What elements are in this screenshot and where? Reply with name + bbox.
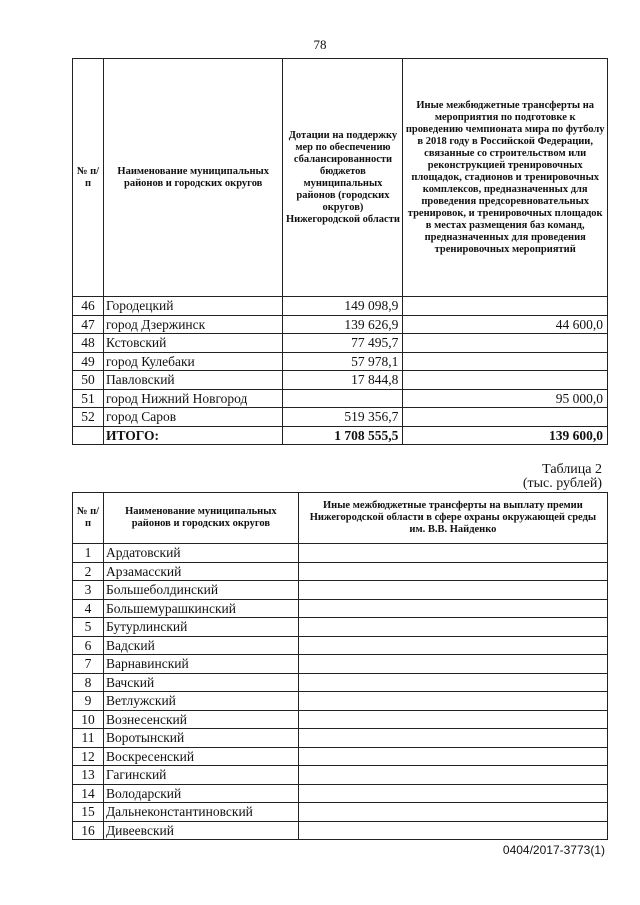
table-row [73,352,608,371]
table-row [73,562,608,581]
row-name: город Дзержинск [103,315,283,334]
row-value [298,821,607,840]
total-dotations: 1 708 555,5 [283,426,403,445]
table-row [73,747,608,766]
table-row [73,710,608,729]
table-row [73,297,608,316]
row-value [298,562,607,581]
row-number: 5 [73,618,104,637]
row-name: Воротынский [103,729,298,748]
row-name: Дивеевский [103,821,298,840]
table-row [73,315,608,334]
row-value [298,729,607,748]
row-name: Вадский [103,636,298,655]
row-name: Бутурлинский [103,618,298,637]
document-code: 0404/2017-3773(1) [502,843,605,857]
row-name: Кстовский [103,334,283,353]
table2-units: (тыс. рублей) [522,476,602,491]
table-row [73,636,608,655]
row-value [298,784,607,803]
row-value [298,673,607,692]
row-dotation-value: 139 626,9 [283,315,403,334]
row-name: Гагинский [103,766,298,785]
table-row [73,784,608,803]
row-transfer-value [403,371,608,390]
row-transfer-value [403,297,608,316]
row-value [298,581,607,600]
table-row [73,821,608,840]
row-dotation-value: 57 978,1 [283,352,403,371]
row-name: Володарский [103,784,298,803]
row-number: 49 [73,352,104,371]
row-number: 4 [73,599,104,618]
table-row [73,544,608,563]
total-transfers: 139 600,0 [403,426,608,445]
row-number: 13 [73,766,104,785]
row-value [298,692,607,711]
row-name: Большемурашкинский [103,599,298,618]
table-row [73,673,608,692]
table-row [73,692,608,711]
row-number: 2 [73,562,104,581]
row-number: 16 [73,821,104,840]
row-number: 10 [73,710,104,729]
row-dotation-value: 519 356,7 [283,408,403,427]
row-number: 9 [73,692,104,711]
row-name: Городецкий [103,297,283,316]
table-row [73,766,608,785]
table2-title: Таблица 2 [542,462,602,477]
row-number: 14 [73,784,104,803]
row-number: 50 [73,371,104,390]
row-number: 12 [73,747,104,766]
table-row [73,803,608,822]
row-value [298,655,607,674]
row-value [298,636,607,655]
table-row [73,334,608,353]
row-number: 6 [73,636,104,655]
row-number: 46 [73,297,104,316]
row-transfer-value: 44 600,0 [403,315,608,334]
row-name: Дальнеконстантиновский [103,803,298,822]
row-name: город Нижний Новгород [103,389,283,408]
row-transfer-value [403,352,608,371]
total-row [73,426,608,445]
dotations-table [72,58,608,445]
table-row [73,618,608,637]
header-transfers-football: Иные межбюджетные трансферты на мероприятия по подготовке к проведению чемпионата мира по футболу в 2018 году в Российской Федерации, связанные со строительством или реконструкцией тренировочных площадок, стадионов и тренировочных комплексов, предназначенных для проведения предсоревновательных тренировок, и тренировочных площадок в местах размещения баз команд, предназначенных для проведения тренировочных мероприятий [403,59,608,297]
row-value [298,599,607,618]
table-row [73,581,608,600]
row-name: Большеболдинский [103,581,298,600]
row-number: 7 [73,655,104,674]
row-value [298,544,607,563]
row-number: 11 [73,729,104,748]
row-dotation-value [283,389,403,408]
row-name: Вознесенский [103,710,298,729]
row-number: 3 [73,581,104,600]
row-value [298,710,607,729]
header-award-transfers: Иные межбюджетные трансферты на выплату премии Нижегородской области в сфере охраны окружающей среды им. В.В. Найденко [298,493,607,544]
row-number: 48 [73,334,104,353]
row-name: Павловский [103,371,283,390]
total-empty-cell [73,426,104,445]
row-name: город Кулебаки [103,352,283,371]
row-name: Ветлужский [103,692,298,711]
row-name: Ардатовский [103,544,298,563]
row-name: город Саров [103,408,283,427]
header-number: № п/п [73,59,104,297]
row-number: 52 [73,408,104,427]
row-name: Воскресенский [103,747,298,766]
row-number: 51 [73,389,104,408]
header-number: № п/п [73,493,104,544]
row-value [298,766,607,785]
table-row [73,599,608,618]
header-dotations: Дотации на поддержку мер по обеспечению сбалансированности бюджетов муниципальных районов (городских округов) Нижегородской области [283,59,403,297]
row-number: 8 [73,673,104,692]
row-number: 15 [73,803,104,822]
row-transfer-value [403,408,608,427]
row-transfer-value [403,334,608,353]
row-number: 1 [73,544,104,563]
table-row [73,729,608,748]
table-row [73,371,608,390]
row-name: Вачский [103,673,298,692]
row-dotation-value: 149 098,9 [283,297,403,316]
row-value [298,803,607,822]
row-dotation-value: 77 495,7 [283,334,403,353]
total-label: ИТОГО: [103,426,283,445]
row-dotation-value: 17 844,8 [283,371,403,390]
table-row [73,408,608,427]
row-name: Арзамасский [103,562,298,581]
table-row [73,655,608,674]
row-number: 47 [73,315,104,334]
row-value [298,747,607,766]
row-transfer-value: 95 000,0 [403,389,608,408]
award-transfers-table [72,492,608,840]
header-name: Наименование муниципальных районов и городских округов [103,493,298,544]
header-name: Наименование муниципальных районов и городских округов [103,59,283,297]
row-value [298,618,607,637]
row-name: Варнавинский [103,655,298,674]
table-row [73,389,608,408]
page-number: 78 [313,37,327,52]
